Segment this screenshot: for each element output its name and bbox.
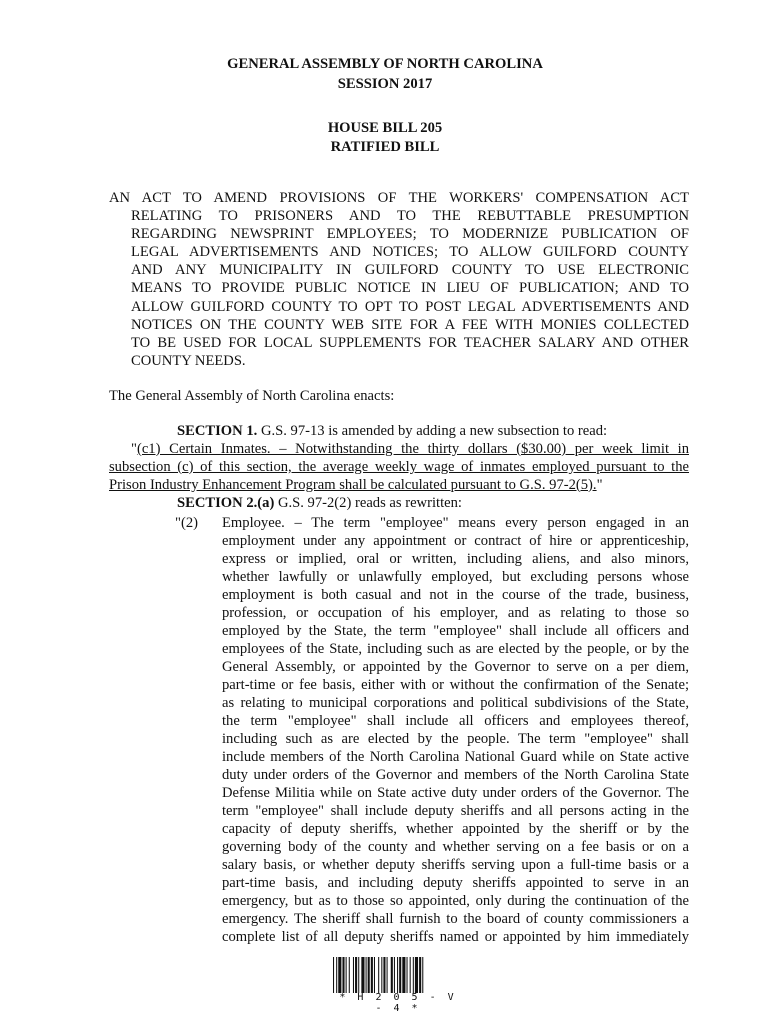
section-2a [109, 495, 689, 513]
act-title-line: ALLOW GUILFORD COUNTY TO OPT TO POST LEGAL ADVERTISEMENTS AND [131, 298, 689, 315]
barcode-bar [361, 957, 364, 993]
barcode-bar [399, 957, 401, 993]
item-text-line: salary basis, or whether deputy sheriffs serving upon a full-time basis or a [222, 857, 689, 874]
act-title-line: COUNTY NEEDS. [131, 352, 246, 369]
act-title-line: REGARDING NEWSPRINT EMPLOYEES; TO MODERNIZE PUBLICATION OF [131, 226, 689, 243]
barcode-bar [353, 957, 354, 993]
section-1 [109, 423, 689, 495]
enacting-clause: The General Assembly of North Carolina enacts: [109, 388, 395, 404]
section-2a-text: G.S. 97-2(2) reads as rewritten: [274, 495, 462, 511]
act-title [109, 189, 689, 370]
item-text [222, 514, 689, 946]
item-text-line: capacity of deputy sheriffs, whether appointed by the sheriff or by the [222, 821, 689, 838]
item-text-line: Defense Militia while on State active duty under orders of the Governor. The [222, 785, 689, 802]
act-title-line: MEANS TO PROVIDE PUBLIC NOTICE IN LIEU OF PUBLICATION; AND TO [131, 280, 689, 297]
item-text-line: as relating to municipal corporations and political subdivisions of the State, [222, 695, 689, 712]
item-text-line: governing body of the county and whether serving on a fee basis or on a [222, 839, 689, 856]
bill-number: HOUSE BILL 205 [327, 120, 443, 136]
item-text-line: profession, or occupation of his employer, and as relating to those so [222, 605, 689, 622]
barcode-label: * H 2 0 5 - V - 4 * [339, 992, 457, 1014]
item-text-line: employees of the State, including such as are elected by the people, or by the [222, 641, 689, 658]
subsection-c1-line: subsection (c) of this section, the average weekly wage of inmates employed pursuant to the [109, 458, 689, 475]
item-text-line: the term "employee" shall include all officers and employees thereof, [222, 713, 689, 730]
item-text-line: employment is both casual and not in the course of the trade, business, [222, 587, 689, 604]
item-text-line: including such as are elected by the people. The term "employee" shall [222, 731, 689, 748]
barcode-bar [374, 957, 375, 993]
barcode-bar [368, 957, 370, 993]
barcode-bar [336, 957, 337, 993]
session-heading: SESSION 2017 [337, 76, 433, 92]
item-number: "(2) [175, 515, 198, 531]
barcode-bar [422, 957, 423, 993]
bill-status: RATIFIED BILL [330, 139, 440, 155]
barcode-bar [394, 957, 395, 993]
section-1-label: SECTION 1. [177, 423, 258, 439]
barcode-bar [333, 957, 334, 993]
barcode-bar [342, 957, 344, 993]
barcode [333, 957, 463, 993]
item-text-line: employed by the State, the term "employee" shall include all officers and [222, 623, 689, 640]
item-text-line: express or implied, oral or written, including aliens, and also minors, [222, 551, 689, 568]
section-2a-label: SECTION 2.(a) [177, 495, 275, 511]
quote-close: " [596, 476, 603, 493]
barcode-bar [355, 957, 357, 993]
item-text-line: term "employee" shall include deputy sheriffs and all persons acting in the [222, 803, 689, 820]
barcode-bar [413, 957, 414, 993]
item-text-line: emergency, but as to those so appointed, only during the continuation of the [222, 893, 689, 910]
barcode-bar [338, 957, 341, 993]
act-title-line: RELATING TO PRISONERS AND TO THE REBUTTABLE PRESUMPTION [131, 208, 689, 225]
barcode-bar [415, 957, 418, 993]
barcode-bar [402, 957, 405, 993]
subsection-c1-line [109, 477, 689, 495]
item-text-line: duty under orders of the Governor and members of the North Carolina State [222, 767, 689, 784]
act-title-line: AND ANY MUNICIPALITY IN GUILFORD COUNTY TO USE ELECTRONIC [131, 262, 689, 279]
barcode-bar [371, 957, 373, 993]
item-text-line: complete list of all deputy sheriffs named or appointed by him immediately [222, 929, 689, 946]
barcode-bar [387, 957, 388, 993]
item-text-line: General Assembly, or appointed by the Governor to serve on a per diem, [222, 659, 689, 676]
item-text-line: include members of the North Carolina National Guard while on State active [222, 749, 689, 766]
barcode-bar [381, 957, 382, 993]
barcode-bar [346, 957, 347, 993]
barcode-bar [391, 957, 393, 993]
section-1-heading-line [109, 423, 689, 441]
item-text-line: part-time basis, and including deputy sheriffs appointed to serve in an [222, 875, 689, 892]
item-text-line: emergency. The sheriff shall furnish to the board of county commissioners a [222, 911, 689, 928]
subsection-c1-text: (c1) Certain Inmates. – Notwithstanding the thirty dollars ($30.00) per week limit in [136, 440, 689, 457]
barcode-bar [366, 957, 367, 993]
barcode-bar [358, 957, 359, 993]
item-text-line: employment under any appointment or contract of hire or apprenticeship, [222, 533, 689, 550]
item-text-line: Employee. – The term "employee" means every person engaged in an [222, 515, 689, 531]
barcode-bar [378, 957, 379, 993]
act-title-line: NOTICES ON THE COUNTY WEB SITE FOR A FEE WITH MONIES COLLECTED [131, 316, 689, 333]
barcode-bar [349, 957, 350, 993]
subsection-c1-text: Prison Industry Enhancement Program shall be calculated pursuant to G.S. 97-2(5). [109, 476, 597, 493]
act-title-line: TO BE USED FOR LOCAL SUPPLEMENTS FOR TEACHER SALARY AND OTHER [131, 334, 689, 351]
assembly-heading: GENERAL ASSEMBLY OF NORTH CAROLINA [227, 56, 543, 72]
quote-open: " [131, 440, 137, 457]
subsection-c1-line [109, 441, 689, 459]
barcode-bar [419, 957, 421, 993]
barcode-bar [410, 957, 411, 993]
item-text-line: whether lawfully or unlawfully employed, but excluding persons whose [222, 569, 689, 586]
item-text-line: part-time or fee basis, either with or without the confirmation of the Senate; [222, 677, 689, 694]
barcode-bar [407, 957, 408, 993]
barcode-bar [397, 957, 398, 993]
act-title-line: AN ACT TO AMEND PROVISIONS OF THE WORKERS' COMPENSATION ACT [109, 190, 689, 206]
act-title-line: LEGAL ADVERTISEMENTS AND NOTICES; TO ALLOW GUILFORD COUNTY [131, 244, 689, 261]
barcode-bar [383, 957, 385, 993]
section-2a-heading-line [109, 495, 689, 513]
section-1-text: G.S. 97-13 is amended by adding a new subsection to read: [257, 423, 608, 439]
